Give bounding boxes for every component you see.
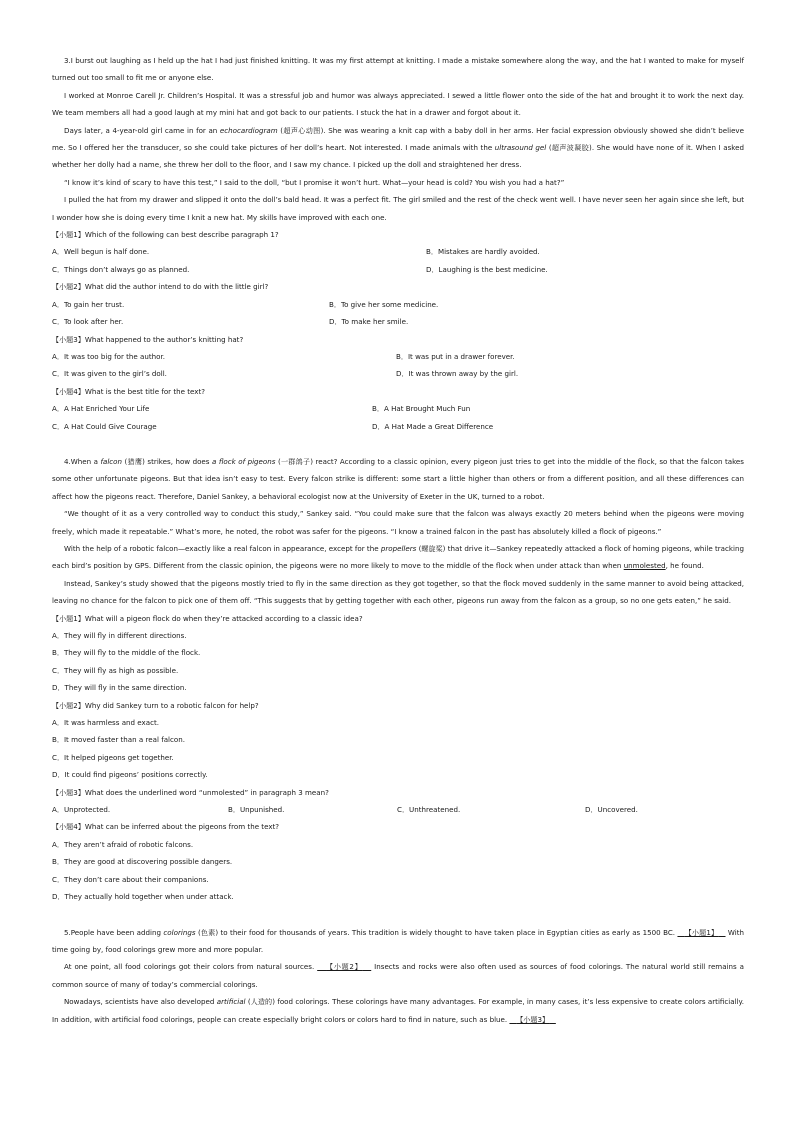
- term-ultrasound-gel: ultrasound gel: [494, 143, 547, 153]
- p4-q2-option-d[interactable]: D．It could find pigeons’ positions correctly.: [52, 770, 208, 780]
- p3-q2-option-c[interactable]: C．To look after her.: [52, 317, 124, 327]
- p3-q2-option-a[interactable]: A．To gain her trust.: [52, 299, 125, 309]
- passage4-paragraph-2: “We thought of it as a very controlled way to conduct this study,” Sankey said. “You could make sure that the falcon was always exactly 20 meters behind when the pigeons were moving freely, which made it repeatable.” What’s more, he noted, the robot was safer for the pigeons. “I know a trained falcon in the past has absolutely killed a flock of pigeons.”: [52, 509, 744, 536]
- p4-q2-option-c[interactable]: C．It helped pigeons get together.: [52, 752, 174, 762]
- p4-q4-option-c[interactable]: C．They don’t care about their companions.: [52, 874, 209, 884]
- p4-q4-option-d[interactable]: D．They actually hold together when under attack.: [52, 892, 234, 902]
- passage5-paragraph-1: 5.People have been adding colorings (色素) to their food for thousands of years. This tradition is widely thought to have taken place in Egyptian cities as early as 1500 BC. 【小题1】 With time going by, food colorings grew more and more popular.: [52, 927, 745, 954]
- p4-q3-option-b[interactable]: B．Unpunished.: [228, 805, 285, 815]
- p4-q2-option-b[interactable]: B．It moved faster than a real falcon.: [52, 735, 185, 745]
- p4-q1-option-d[interactable]: D．They will fly in the same direction.: [52, 683, 187, 693]
- p3-q3-option-c[interactable]: C．It was given to the girl’s doll.: [52, 369, 167, 379]
- p3-q3-option-a[interactable]: A．It was too big for the author.: [52, 351, 166, 361]
- p3-q3-options-row-1: [52, 348, 744, 365]
- p4-q1-option-a[interactable]: A．They will fly in different directions.: [52, 631, 187, 640]
- term-colorings: colorings: [163, 927, 196, 937]
- p4-q3-option-c[interactable]: C．Unthreatened.: [397, 805, 461, 815]
- passage3-paragraph-3: Days later, a 4-year-old girl came in for an echocardiogram (超声心动图). She was wearing a knit cap with a baby doll in her arms. Her facial expression obviously showed she didn’t believe me. So I offered her the transducer, so she could take pictures of her doll’s heart. Not interested. I made animals with the ultrasound gel (超声波凝胶). She would have none of it. When I asked whether her dolly had a name, she threw her doll to the floor, and I saw my chance. I picked up the doll and straightened her dress.: [52, 125, 744, 170]
- p4-question-4: 【小题4】What can be inferred about the pigeons from the text?: [52, 822, 280, 832]
- p3-q2-options-row-2: [52, 313, 744, 330]
- p3-q3-options-row-2: [52, 365, 744, 382]
- term-flock-of-pigeons: a flock of pigeons: [211, 456, 276, 466]
- p3-question-3: 【小题3】What happened to the author’s knitting hat?: [52, 334, 244, 344]
- p3-question-2: 【小题2】What did the author intend to do with the little girl?: [52, 282, 269, 292]
- term-falcon: falcon: [100, 456, 123, 466]
- p4-q1-option-b[interactable]: B．They will fly to the middle of the flock.: [52, 648, 201, 658]
- passage5-paragraph-3: Nowadays, scientists have also developed artificial (人造的) food colorings. These colorings have many advantages. For example, in many cases, it’s less expensive to create colors artificially. In addition, with artificial food colorings, people can create especially bright colors or colors hard to find in nature, such as blue. 【小题3】: [52, 997, 744, 1024]
- answer-blank-3[interactable]: 【小题3】: [516, 1014, 550, 1024]
- passage3-paragraph-4: “I know it’s kind of scary to have this test,” I said to the doll, “but I promise it won’t hurt. What—your head is cold? You wish you had a hat?”: [64, 177, 565, 187]
- p4-q1-option-c[interactable]: C．They will fly as high as possible.: [52, 665, 179, 675]
- term-artificial: artificial: [216, 997, 246, 1007]
- p4-question-3: 【小题3】What does the underlined word “unmolested” in paragraph 3 mean?: [52, 787, 329, 797]
- passage3-paragraph-5: I pulled the hat from my drawer and slipped it onto the doll’s bald head. It was a perfect fit. The girl smiled and the rest of the check went well. I have never seen her again since she left, but I wonder how she is doing every time I knit a new hat. My skills have improved with each one.: [52, 195, 744, 222]
- p3-q1-option-d[interactable]: D．Laughing is the best medicine.: [426, 264, 548, 274]
- p4-q2-option-a[interactable]: A．It was harmless and exact.: [52, 718, 160, 728]
- p3-q3-option-d[interactable]: D．It was thrown away by the girl.: [396, 369, 519, 379]
- p3-q2-option-b[interactable]: B．To give her some medicine.: [329, 299, 439, 309]
- term-propellers: propellers: [380, 543, 417, 553]
- term-echocardiogram: echocardiogram: [219, 125, 278, 135]
- passage4-paragraph-3: With the help of a robotic falcon—exactly like a real falcon in appearance, except for the propellers (螺旋桨) that drive it—Sankey repeatedly attacked a flock of homing pigeons, while tracking each bird’s position by GPS. Different from the classic opinion, the pigeons were no more likely to move to the middle of the flock when under attack than when unmolested, he found.: [52, 543, 744, 571]
- p4-q4-option-b[interactable]: B．They are good at discovering possible dangers.: [52, 857, 233, 867]
- p4-q3-option-d[interactable]: D．Uncovered.: [585, 805, 638, 815]
- p3-q1-option-a[interactable]: A．Well begun is half done.: [52, 247, 150, 257]
- p3-q2-options-row-1: [52, 296, 744, 313]
- passage3-paragraph-2: I worked at Monroe Carell Jr. Children’s Hospital. It was a stressful job and humor was always appreciated. I sewed a little flower onto the side of the hat and brought it to work the next day. We team members all had a good laugh at my mini hat and got back to our patients. I stuck the hat in a drawer and forgot about it.: [52, 90, 744, 118]
- p3-question-4: 【小题4】What is the best title for the text?: [52, 386, 205, 396]
- p3-q4-options-row-2: [52, 418, 744, 435]
- p3-q3-option-b[interactable]: B．It was put in a drawer forever.: [396, 351, 515, 361]
- p4-q3-options-row: [52, 801, 744, 818]
- p4-question-1: 【小题1】What will a pigeon flock do when they’re attacked according to a classic idea?: [52, 613, 363, 623]
- p3-q1-options-row-2: [52, 261, 744, 278]
- passage4-paragraph-1: 4.When a falcon (猎鹰) strikes, how does a flock of pigeons (一群鸽子) react? According to a classic opinion, every pigeon just tries to get into the middle of the flock, so that the falcon takes some other unfortunate pigeons. But that idea isn’t easy to test. Every falcon strike is different: some start a little higher than others or from a different position, and all these differences can affect how the pigeons react. Therefore, Daniel Sankey, a behavioral ecologist now at the University of Exeter in the UK, turned to a robot.: [52, 456, 744, 501]
- passage5-paragraph-2: At one point, all food colorings got their colors from natural sources. 【小题2】 Insects and rocks were also often used as sources of food colorings. The natural world still remains a common source of many of today’s commercial colorings.: [52, 962, 745, 989]
- p3-q4-option-b[interactable]: B．A Hat Brought Much Fun: [372, 404, 471, 414]
- spacer: [52, 906, 744, 924]
- spacer: [52, 435, 744, 453]
- p3-q4-options-row-1: [52, 400, 744, 417]
- p3-q4-option-a[interactable]: A．A Hat Enriched Your Life: [52, 404, 150, 414]
- p4-q3-option-a[interactable]: A．Unprotected.: [52, 805, 111, 815]
- p3-q2-option-d[interactable]: D．To make her smile.: [329, 317, 409, 327]
- worksheet: [52, 52, 744, 1028]
- p4-q4-option-a[interactable]: A．They aren’t afraid of robotic falcons.: [52, 839, 194, 849]
- p4-question-2: 【小题2】Why did Sankey turn to a robotic falcon for help?: [52, 700, 259, 710]
- underlined-word-unmolested: unmolested: [623, 561, 666, 571]
- p3-q1-option-c[interactable]: C．Things don’t always go as planned.: [52, 264, 190, 274]
- p3-q1-option-b[interactable]: B．Mistakes are hardly avoided.: [426, 247, 540, 257]
- p3-q4-option-c[interactable]: C．A Hat Could Give Courage: [52, 421, 157, 431]
- answer-blank-1[interactable]: 【小题1】: [684, 927, 719, 937]
- answer-blank-2[interactable]: 【小题2】: [326, 962, 363, 972]
- p3-question-1: 【小题1】Which of the following can best describe paragraph 1?: [52, 230, 279, 240]
- p3-q4-option-d[interactable]: D．A Hat Made a Great Difference: [372, 421, 494, 431]
- passage4-paragraph-4: Instead, Sankey’s study showed that the pigeons mostly tried to fly in the same direction as they got together, so that the flock moved suddenly in the same manner to avoid being attacked, leaving no chance for the falcon to pick one of them off. “This suggests that by getting together with each other, pigeons run away from the falcon as a group, so no one gets eaten,” he said.: [52, 578, 744, 606]
- passage3-paragraph-1: 3.I burst out laughing as I held up the hat I had just finished knitting. It was my first attempt at knitting. I made a mistake somewhere along the way, and the hat I wanted to make for myself turned out too small to fit me or anyone else.: [52, 56, 744, 83]
- p3-q1-options-row-1: [52, 243, 744, 260]
